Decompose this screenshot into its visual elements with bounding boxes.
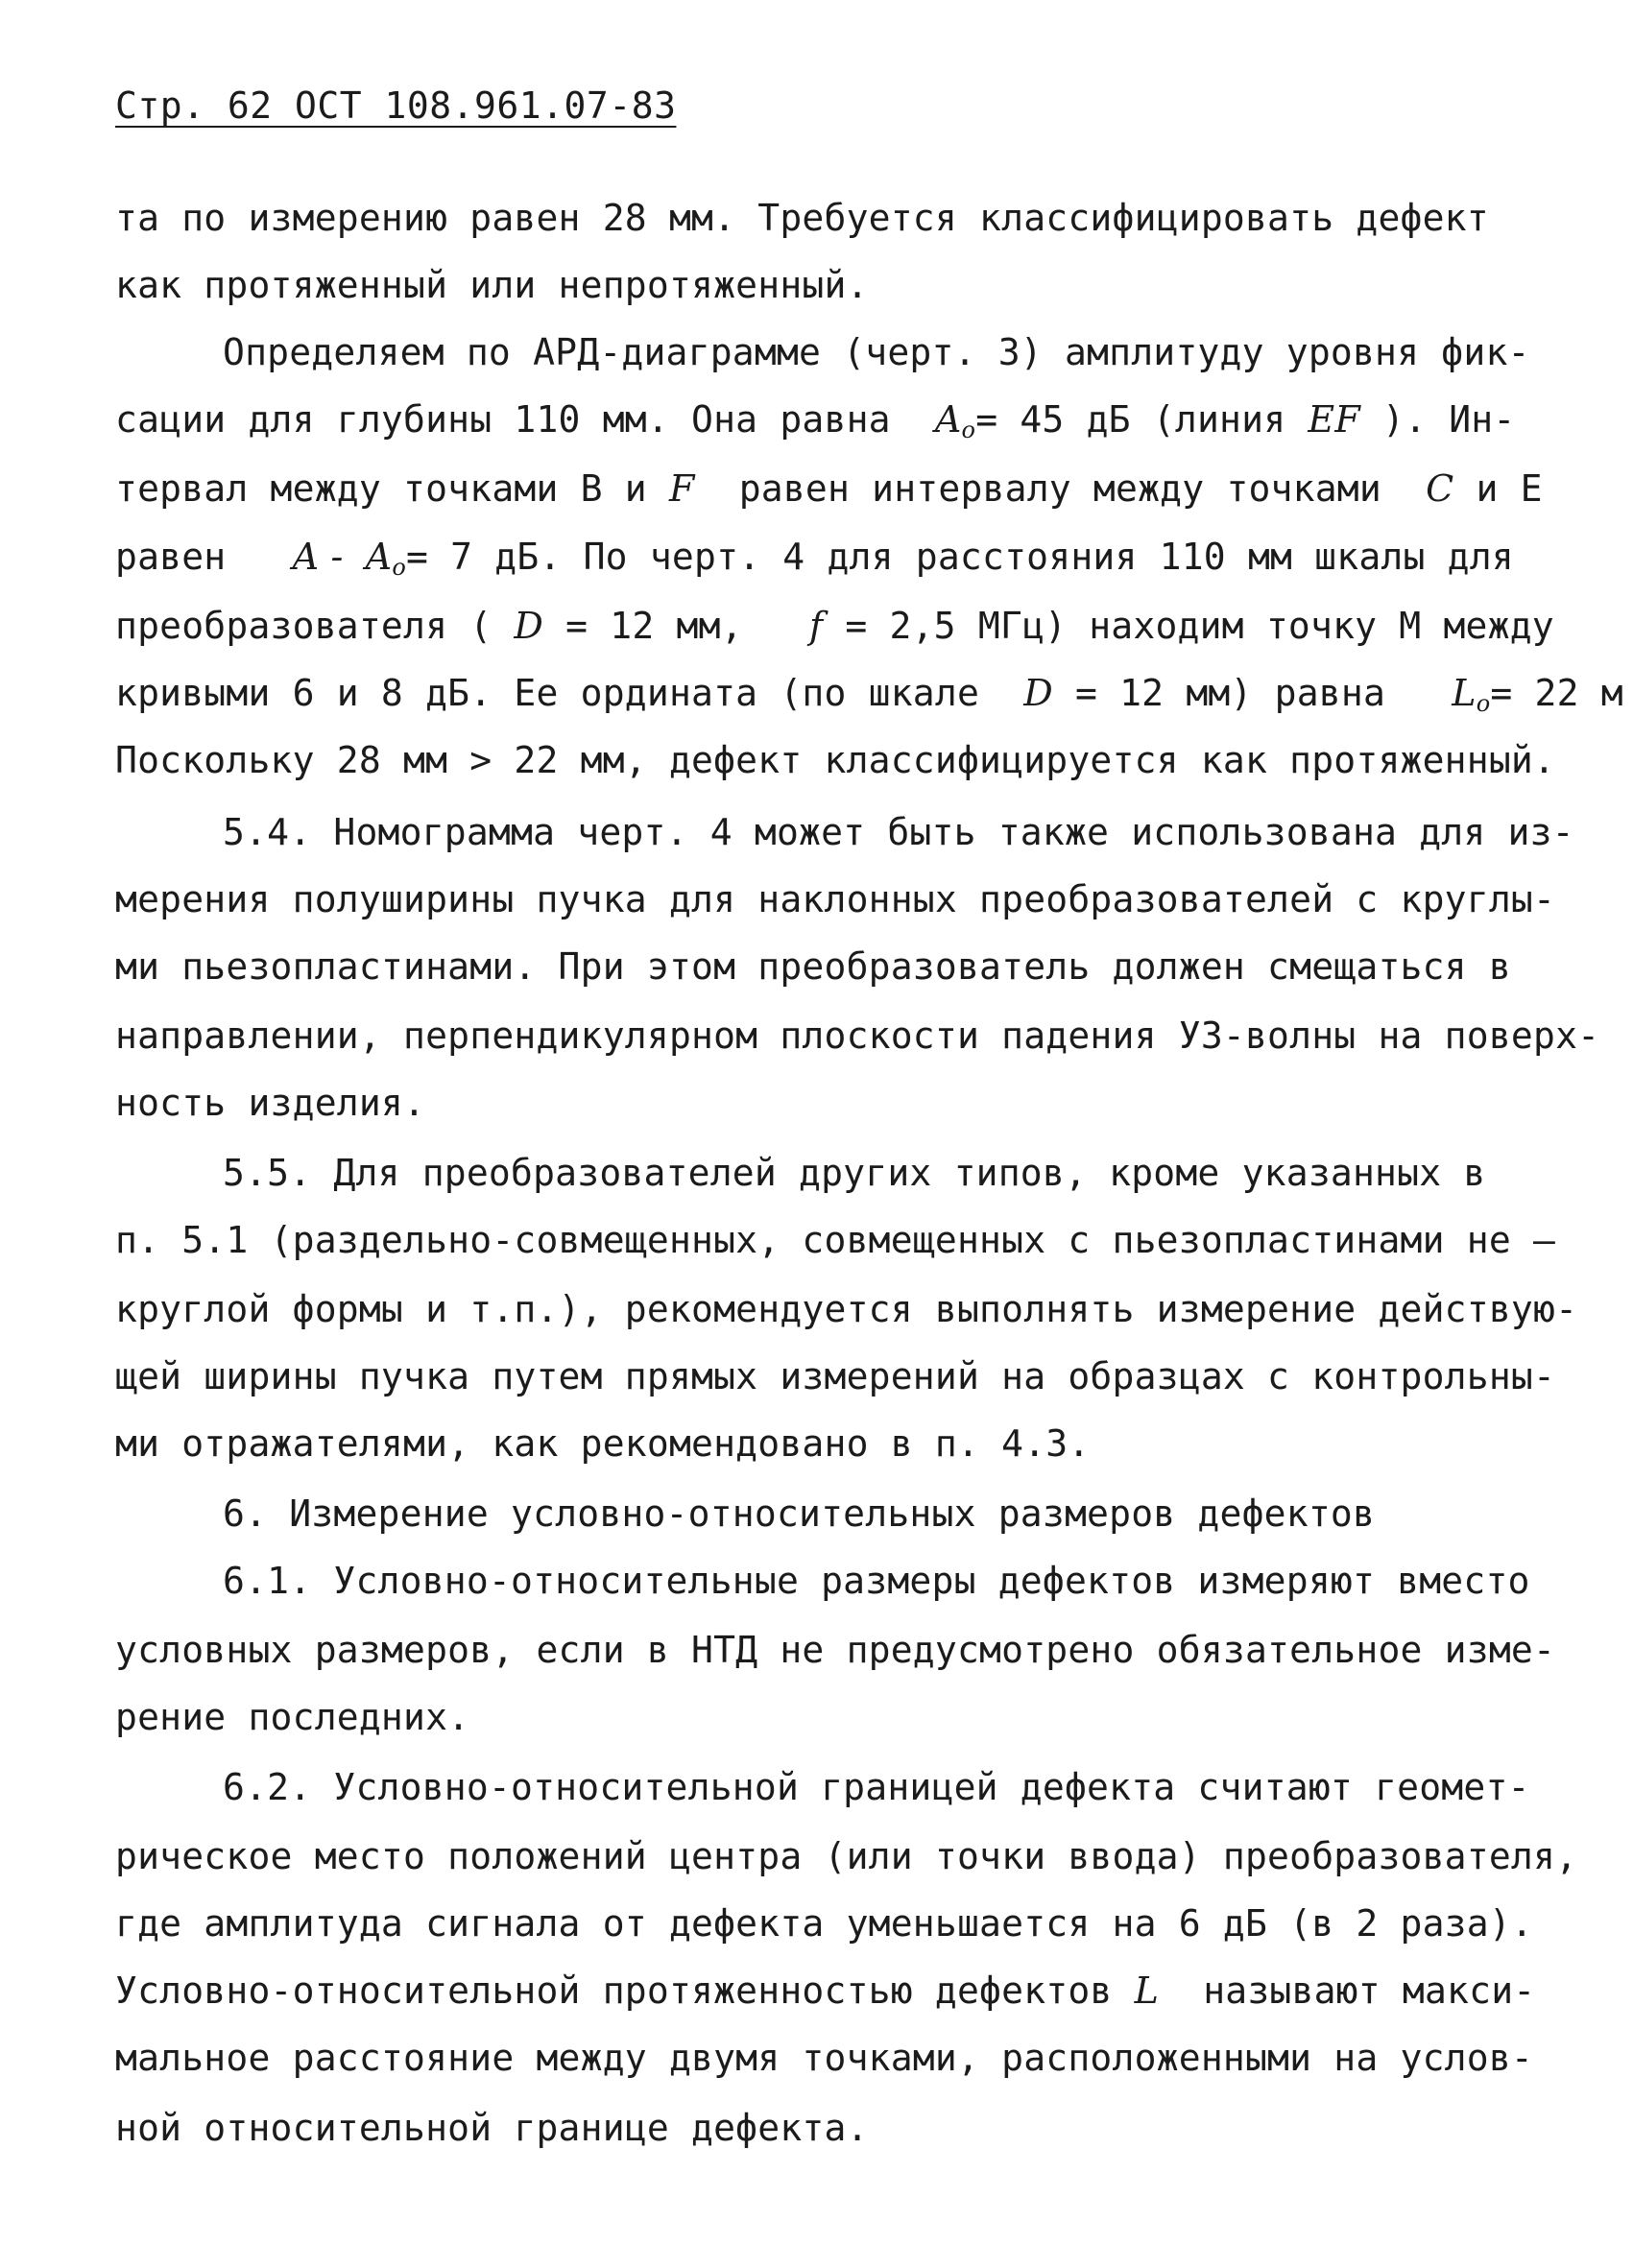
text-run: = 12 мм) равна [1074,672,1386,714]
symbol-f-frequency: f [809,605,824,647]
text-line: рическое место положений центра (или точки ввода) преобразователя, [115,1835,1578,1877]
symbol-d: D [1023,672,1053,714]
symbol-l: L [1452,672,1477,714]
text-run: = 2,5 МГц) находим точку М между [845,605,1554,647]
text-line [115,467,1543,510]
text-line [115,672,1623,717]
text-run: Условно-относительной протяженностью дефектов [115,1970,1113,2012]
text-run: преобразователя ( [115,605,492,647]
symbol-d: D [514,605,544,647]
symbol-f-point: F [668,467,695,510]
text-line: мальное расстояние между двумя точками, расположенными на услов- [115,2037,1533,2079]
text-line [115,536,1514,581]
text-run: равен [115,536,227,578]
symbol-subscript-o: o [1476,690,1491,717]
symbol-c-point: C [1426,467,1454,510]
text-line: ность изделия. [115,1082,426,1124]
text-line: условных размеров, если в НТД не предусмотрено обязательное изме- [115,1629,1556,1671]
text-line: п. 5.1 (раздельно-совмещенных, совмещенных с пьезопластинами не — [115,1219,1556,1261]
text-run: = 7 дБ. По черт. 4 для расстояния 110 мм шкалы для [405,536,1514,578]
text-line: ми отражателями, как рекомендовано в п. 4.3. [115,1422,1091,1465]
text-line [115,605,1554,647]
text-line: круглой формы и т.п.), рекомендуется выполнять измерение действую- [115,1288,1578,1330]
text-run: = 22 м [1490,672,1623,714]
text-line [115,1970,1535,2012]
text-line: та по измерению равен 28 мм. Требуется классифицировать дефект [115,197,1489,239]
page-header: Стр. 62 ОСТ 108.961.07-83 [115,84,677,127]
symbol-a-minus: A - [292,536,344,578]
text-line: 5.5. Для преобразователей других типов, кроме указанных в [223,1152,1486,1194]
text-line: 6.1. Условно-относительные размеры дефектов измеряют вместо [223,1560,1530,1602]
text-line: щей ширины пучка путем прямых измерений на образцах с контрольны- [115,1355,1556,1397]
text-run: и Е [1476,467,1543,510]
text-line: ми пьезопластинами. При этом преобразователь должен смещаться в [115,945,1511,988]
text-line: 6.2. Условно-относительной границей дефекта считают геомет- [223,1766,1530,1808]
text-run: = 45 дБ (линия [975,398,1286,441]
text-line: рение последних. [115,1696,470,1738]
text-run: сации для глубины 110 мм. Она равна [115,398,891,441]
text-run: = 12 мм, [565,605,743,647]
section-heading: 6. Измерение условно-относительных размеров дефектов [223,1492,1376,1535]
symbol-subscript-o: o [961,417,976,443]
text-line: где амплитуда сигнала от дефекта уменьшается на 6 дБ (в 2 раза). [115,1902,1533,1945]
text-line: Определяем по АРД-диаграмме (черт. 3) амплитуду уровня фик- [223,331,1530,373]
text-line: ной относительной границе дефекта. [115,2107,869,2149]
symbol-ef: EF [1308,398,1360,441]
symbol-a: A [365,536,393,578]
text-run: кривыми 6 и 8 дБ. Ее ордината (по шкале [115,672,980,714]
text-line: Поскольку 28 мм > 22 мм, дефект классифицируется как протяженный. [115,739,1556,781]
text-run: называют макси- [1203,1970,1536,2012]
text-run: ). Ин- [1381,398,1516,441]
symbol-l: L [1134,1970,1160,2012]
text-run: тервал между точками В и [115,467,647,510]
text-line: 5.4. Номограмма черт. 4 может быть также использована для из- [223,811,1574,853]
symbol-subscript-o: o [392,554,406,581]
text-line: как протяженный или непротяженный. [115,264,869,306]
text-line: направлении, перпендикулярном плоскости падения УЗ-волны на поверх- [115,1015,1600,1057]
text-run: равен интервалу между точками [738,467,1381,510]
text-line [115,398,1515,443]
symbol-a: A [934,398,962,441]
text-line: мерения полуширины пучка для наклонных преобразователей с круглы- [115,878,1556,920]
